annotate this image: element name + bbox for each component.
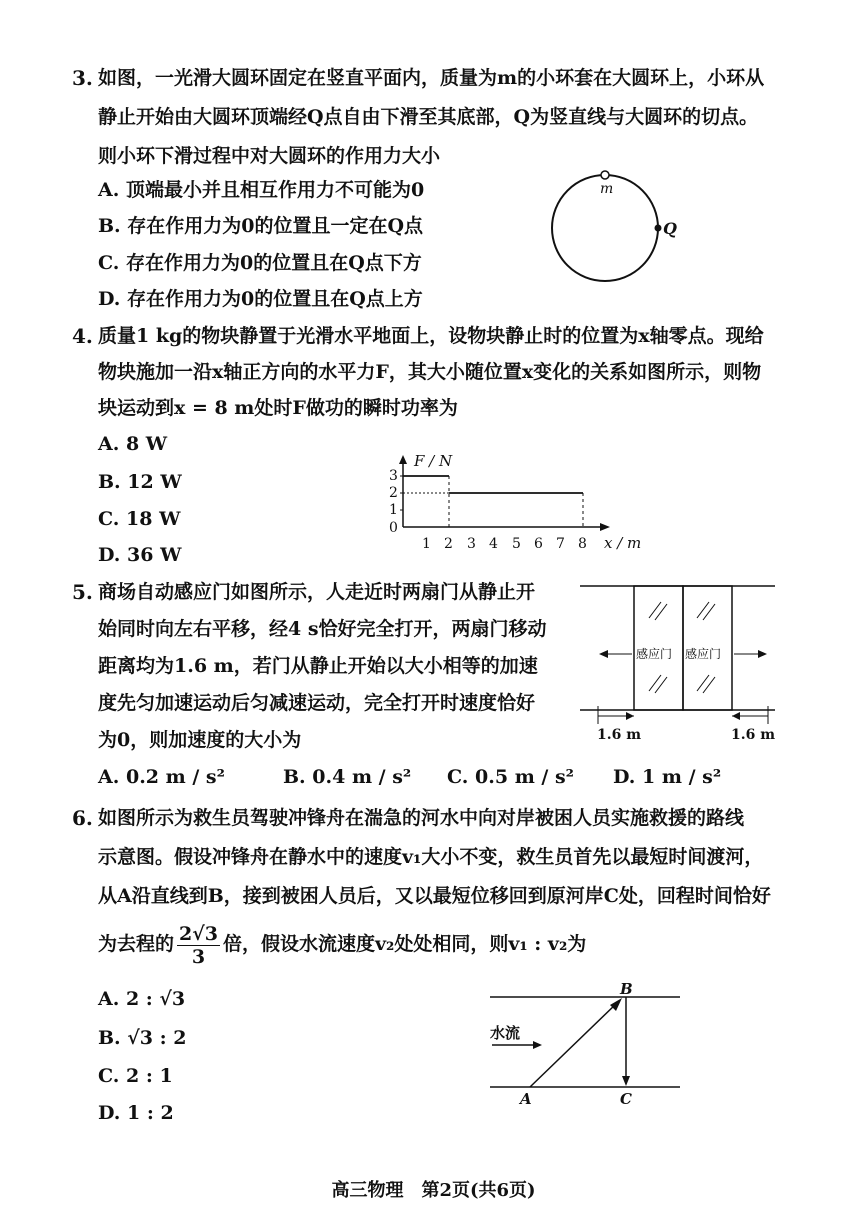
fraction-denominator: 3 <box>191 945 206 968</box>
q5-door-figure <box>575 576 785 748</box>
dist-right-label: 1.6 m <box>731 727 776 743</box>
q6-river-figure <box>480 980 690 1110</box>
flow-label: 水流 <box>490 1024 521 1042</box>
q5-text-line-5: 为0，则加速度的大小为 <box>98 729 302 751</box>
q3-text-line-3: 则小环下滑过程中对大圆环的作用力大小 <box>98 145 441 167</box>
q6-line4-pre: 为去程的 <box>98 933 175 955</box>
q3-text-line-1: 如图，一光滑大圆环固定在竖直平面内，质量为m的小环套在大圆环上，小环从 <box>98 67 765 89</box>
q6-option-d: D. 1 : 2 <box>98 1102 174 1124</box>
svg-text:2: 2 <box>444 536 453 552</box>
point-q <box>655 225 662 232</box>
q6-option-c: C. 2 : 1 <box>98 1065 173 1087</box>
y-tick-0: 0 <box>389 520 398 536</box>
q6-text-line-2: 示意图。假设冲锋舟在静水中的速度v₁大小不变，救生员首先以最短时间渡河， <box>98 846 764 868</box>
q5-option-a: A. 0.2 m / s² <box>98 766 225 788</box>
q4-force-chart <box>370 450 660 560</box>
q4-text-line-1: 质量1 kg的物块静置于光滑水平地面上，设物块静止时的位置为x轴零点。现给 <box>98 325 764 347</box>
q5-option-c: C. 0.5 m / s² <box>447 766 574 788</box>
q4-option-a: A. 8 W <box>98 433 168 455</box>
q6-text-line-3: 从A沿直线到B，接到被困人员后，又以最短位移回到原河岸C处，回程时间恰好 <box>98 885 771 907</box>
svg-text:1: 1 <box>422 536 431 552</box>
label-q: Q <box>663 219 677 238</box>
path-ab <box>530 1002 618 1087</box>
svg-text:6: 6 <box>534 536 543 552</box>
q3-option-b: B. 存在作用力为0的位置且一定在Q点 <box>98 215 424 237</box>
svg-text:7: 7 <box>556 536 565 552</box>
q5-text-line-3: 距离均为1.6 m，若门从静止开始以大小相等的加速 <box>98 655 538 677</box>
q4-text-line-3: 块运动到x = 8 m处时F做功的瞬时功率为 <box>98 397 458 419</box>
q5-text-line-1: 商场自动感应门如图所示，人走近时两扇门从静止开 <box>98 581 536 603</box>
q5-text-line-2: 始同时向左右平移，经4 s恰好完全打开，两扇门移动 <box>98 618 547 640</box>
q3-option-a: A. 顶端最小并且相互作用力不可能为0 <box>98 179 425 201</box>
q4-option-b: B. 12 W <box>98 471 182 493</box>
q3-option-c: C. 存在作用力为0的位置且在Q点下方 <box>98 252 422 274</box>
q6-option-a: A. 2 : √3 <box>98 988 186 1010</box>
q5-text-line-4: 度先匀加速运动后匀减速运动，完全打开时速度恰好 <box>98 692 536 714</box>
fraction-numerator: 2√3 <box>179 922 218 945</box>
x-axis-label: x / m <box>604 534 642 552</box>
y-tick-1: 1 <box>389 502 398 518</box>
x-ticks <box>422 536 587 552</box>
q4-option-d: D. 36 W <box>98 544 182 566</box>
page-footer: 高三物理 第2页(共6页) <box>331 1180 536 1201</box>
q6-text-line-1: 如图所示为救生员驾驶冲锋舟在湍急的河水中向对岸被困人员实施救援的路线 <box>98 807 745 829</box>
fraction <box>177 923 220 968</box>
label-m: m <box>600 181 614 197</box>
q6-text-line-4 <box>98 920 586 968</box>
q3-option-d: D. 存在作用力为0的位置且在Q点上方 <box>98 288 423 310</box>
q4-text-line-2: 物块施加一沿x轴正方向的水平力F，其大小随位置x变化的关系如图所示，则物 <box>98 361 762 383</box>
q3-number: 3. <box>72 66 93 90</box>
svg-text:3: 3 <box>467 536 476 552</box>
q5-number: 5. <box>72 580 93 604</box>
q6-number: 6. <box>72 806 93 830</box>
q3-text-line-2: 静止开始由大圆环顶端经Q点自由下滑至其底部，Q为竖直线与大圆环的切点。 <box>98 106 759 128</box>
label-a: A <box>520 1090 532 1108</box>
door-left-label: 感应门 <box>636 647 673 661</box>
dist-left-label: 1.6 m <box>597 727 642 743</box>
y-axis-label: F / N <box>414 452 453 470</box>
q6-line4-post: 倍，假设水流速度v₂处处相同，则v₁ : v₂为 <box>222 933 587 955</box>
label-c: C <box>620 1090 632 1108</box>
label-b: B <box>620 980 633 998</box>
svg-text:5: 5 <box>512 536 521 552</box>
q5-option-d: D. 1 m / s² <box>613 766 722 788</box>
svg-text:4: 4 <box>489 536 498 552</box>
q5-option-b: B. 0.4 m / s² <box>283 766 412 788</box>
q6-option-b: B. √3 : 2 <box>98 1027 187 1049</box>
q4-number: 4. <box>72 324 93 348</box>
q3-ring-figure <box>540 168 710 288</box>
small-ring <box>601 171 609 179</box>
svg-text:8: 8 <box>578 536 587 552</box>
y-tick-3: 3 <box>389 468 398 484</box>
door-right-label: 感应门 <box>685 647 722 661</box>
q4-option-c: C. 18 W <box>98 508 181 530</box>
y-tick-2: 2 <box>389 485 398 501</box>
